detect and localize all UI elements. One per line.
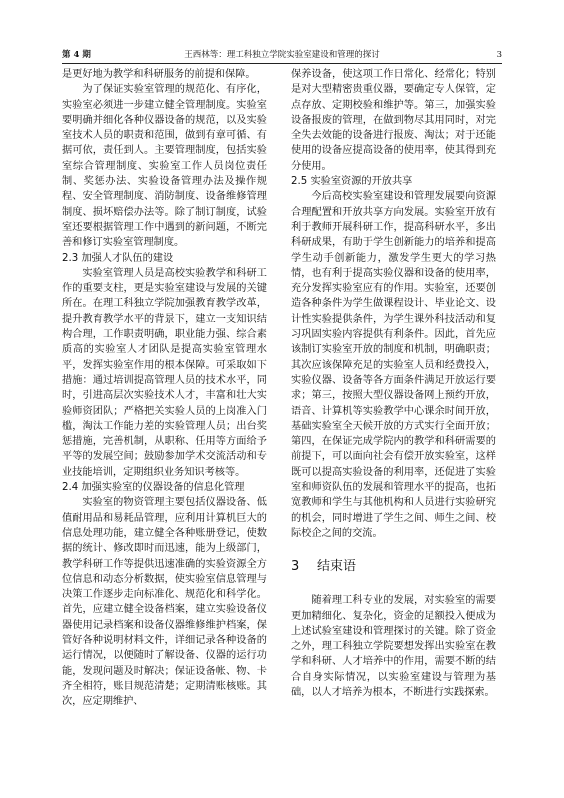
header-rule <box>62 63 502 64</box>
paragraph-2-3: 实验室管理人员是高校实验教学和科研工作的重要支柱，更是实验室建设与发展的关键所在。在理工科独立学院加强教育教学改革，提升教育教学水平的背景下，建立一支知识结构合理，工作职责明确，职业能力强、综合素质高的实验室人才团队是提高实验室管理水平，发挥实验室作用的根本保障。可采取如下措施：通过培训提高管理人员的技术水平，同时，引进高层次实验技术人才，丰富和壮大实验师资团队；严格把关实验人员的上岗准入门槛，淘汰工作能力差的实验管理人员；出台奖惩措施，完善机制，从职称、任用等方面给予平等的发展空间；鼓励参加学术交流活动和专业技能培训，定期组织业务知识考核等。 <box>62 267 267 478</box>
running-title: 王西林等：理工科独立学院实验室建设和管理的探讨 <box>184 50 380 60</box>
right-column <box>291 67 496 700</box>
issue-label: 第 4 期 <box>62 50 91 60</box>
paragraph-continued: 是更好地为教学和科研服务的前提和保障。 <box>62 69 256 80</box>
section-heading-3 <box>291 559 496 575</box>
section-heading-2-5: 2.5 实验室资源的开放共享 <box>291 176 413 188</box>
section-heading-2-4: 2.4 加强实验室的仪器设备的信息化管理 <box>62 482 245 494</box>
section-number: 3 <box>291 559 300 575</box>
paragraph-2-5: 今后高校实验室建设和管理发展要向资源合理配置和开放共享方向发展。实验室开放有利于教师开展科研工作，提高科研水平，多出科研成果，有助于学生创新能力的培养和提高学生动手创新能力，激发学生更大的学习热情，也有利于提高实验仪器和设备的使用率，充分发挥实验室应有的作用。实验室，还要创造各种条件为学生做课程设计、毕业论文、设计性实验提供条件，为学生课外科技活动和复习巩固实验内容提供有利条件。因此，首先应该制订实验室开放的制度和机制，明确职责；其次应该保障充足的实验室人员和经费投入，实验仪器、设备等各方面条件满足开放运行要求；第三，按照大型仪器设备网上预约开放，语音、计算机等实验教学中心课余时间开放，基础实验室全天候开放的方式实行全面开放；第四，在保证完成学院内的教学和科研需要的前提下，可以面向社会有偿开放实验室，这样既可以提高实验设备的利用率，还促进了实验室和师资队伍的发展和管理水平的提高，也拓宽教师和学生与其他机构和人员进行实验研究的机会，同时增进了学生之间、师生之间、校际校企之间的交流。 <box>291 191 496 539</box>
section-heading-2-3: 2.3 加强人才队伍的建设 <box>62 252 174 264</box>
paragraph-management-rules: 为了保证实验室管理的规范化、有序化，实验室必须进一步建立健全管理制度。实验室要明确并细化各种仪器设备的规范，以及实验室技术人员的职责和范围，做到有章可循、有据可依，责任到人。主要管理制度，包括实验室综合管理制度、实验室工作人员岗位责任制、奖惩办法、实验设备管理办法及操作规程、安全管理制度、消防制度、设备维修管理制度、损坏赔偿办法等。除了制订制度，试验室还要根据管理工作中遇到的新问题，不断完善和修订实验室管理制度。 <box>62 84 267 249</box>
section-title: 结束语 <box>317 559 357 575</box>
page-header <box>62 48 502 62</box>
paragraph-2-4: 实验室的物资管理主要包括仪器设备、低值耐用品和易耗品管理，应利用计算机巨大的信息处理功能，建立健全各种账册登记，使数据的统计、修改即时而迅速，能为上级部门，教学科研工作等提供迅速准确的实验资源全方位信息和动态分析数据，使实验室信息管理与决策工作逐步走向标准化、规范化和科学化。首先，应建立健全设备档案，建立实验设备仪器使用记录档案和设备仪器维修维护档案，保管好各种说明材料文件，详细记录各种设备的运行情况，以便随时了解设备、仪器的运行功能，发现问题及时解决；保证设备帐、物、卡齐全相符，账目规范清楚；定期清账核账。其次，应定期维护、 <box>62 497 267 708</box>
page-number: 3 <box>496 50 502 60</box>
paragraph-conclusion: 随着理工科专业的发展，对实验室的需要更加精细化、复杂化，资金的足额投入便成为上述试验室建设和管理探讨的关键。除了资金之外，理工科独立学院要想发挥出实验室在教学和科研、人才培养中的作用，需要不断的结合自身实际情况，以实验室建设与管理为基础，以人才培养为根本，不断进行实践探索。 <box>291 595 496 698</box>
left-column <box>62 67 267 709</box>
paragraph-continued-right: 保养设备，使这项工作日常化、经常化；特别是对大型精密贵重仪器，要确定专人保管，定点存放、定期校验和维护等。第三，加强实验设备报废的管理，在做到物尽其用同时，对完全失去效能的设备进行报废、淘汰；对于还能使用的设备应提高设备的使用率，使其得到充分使用。 <box>291 69 496 172</box>
